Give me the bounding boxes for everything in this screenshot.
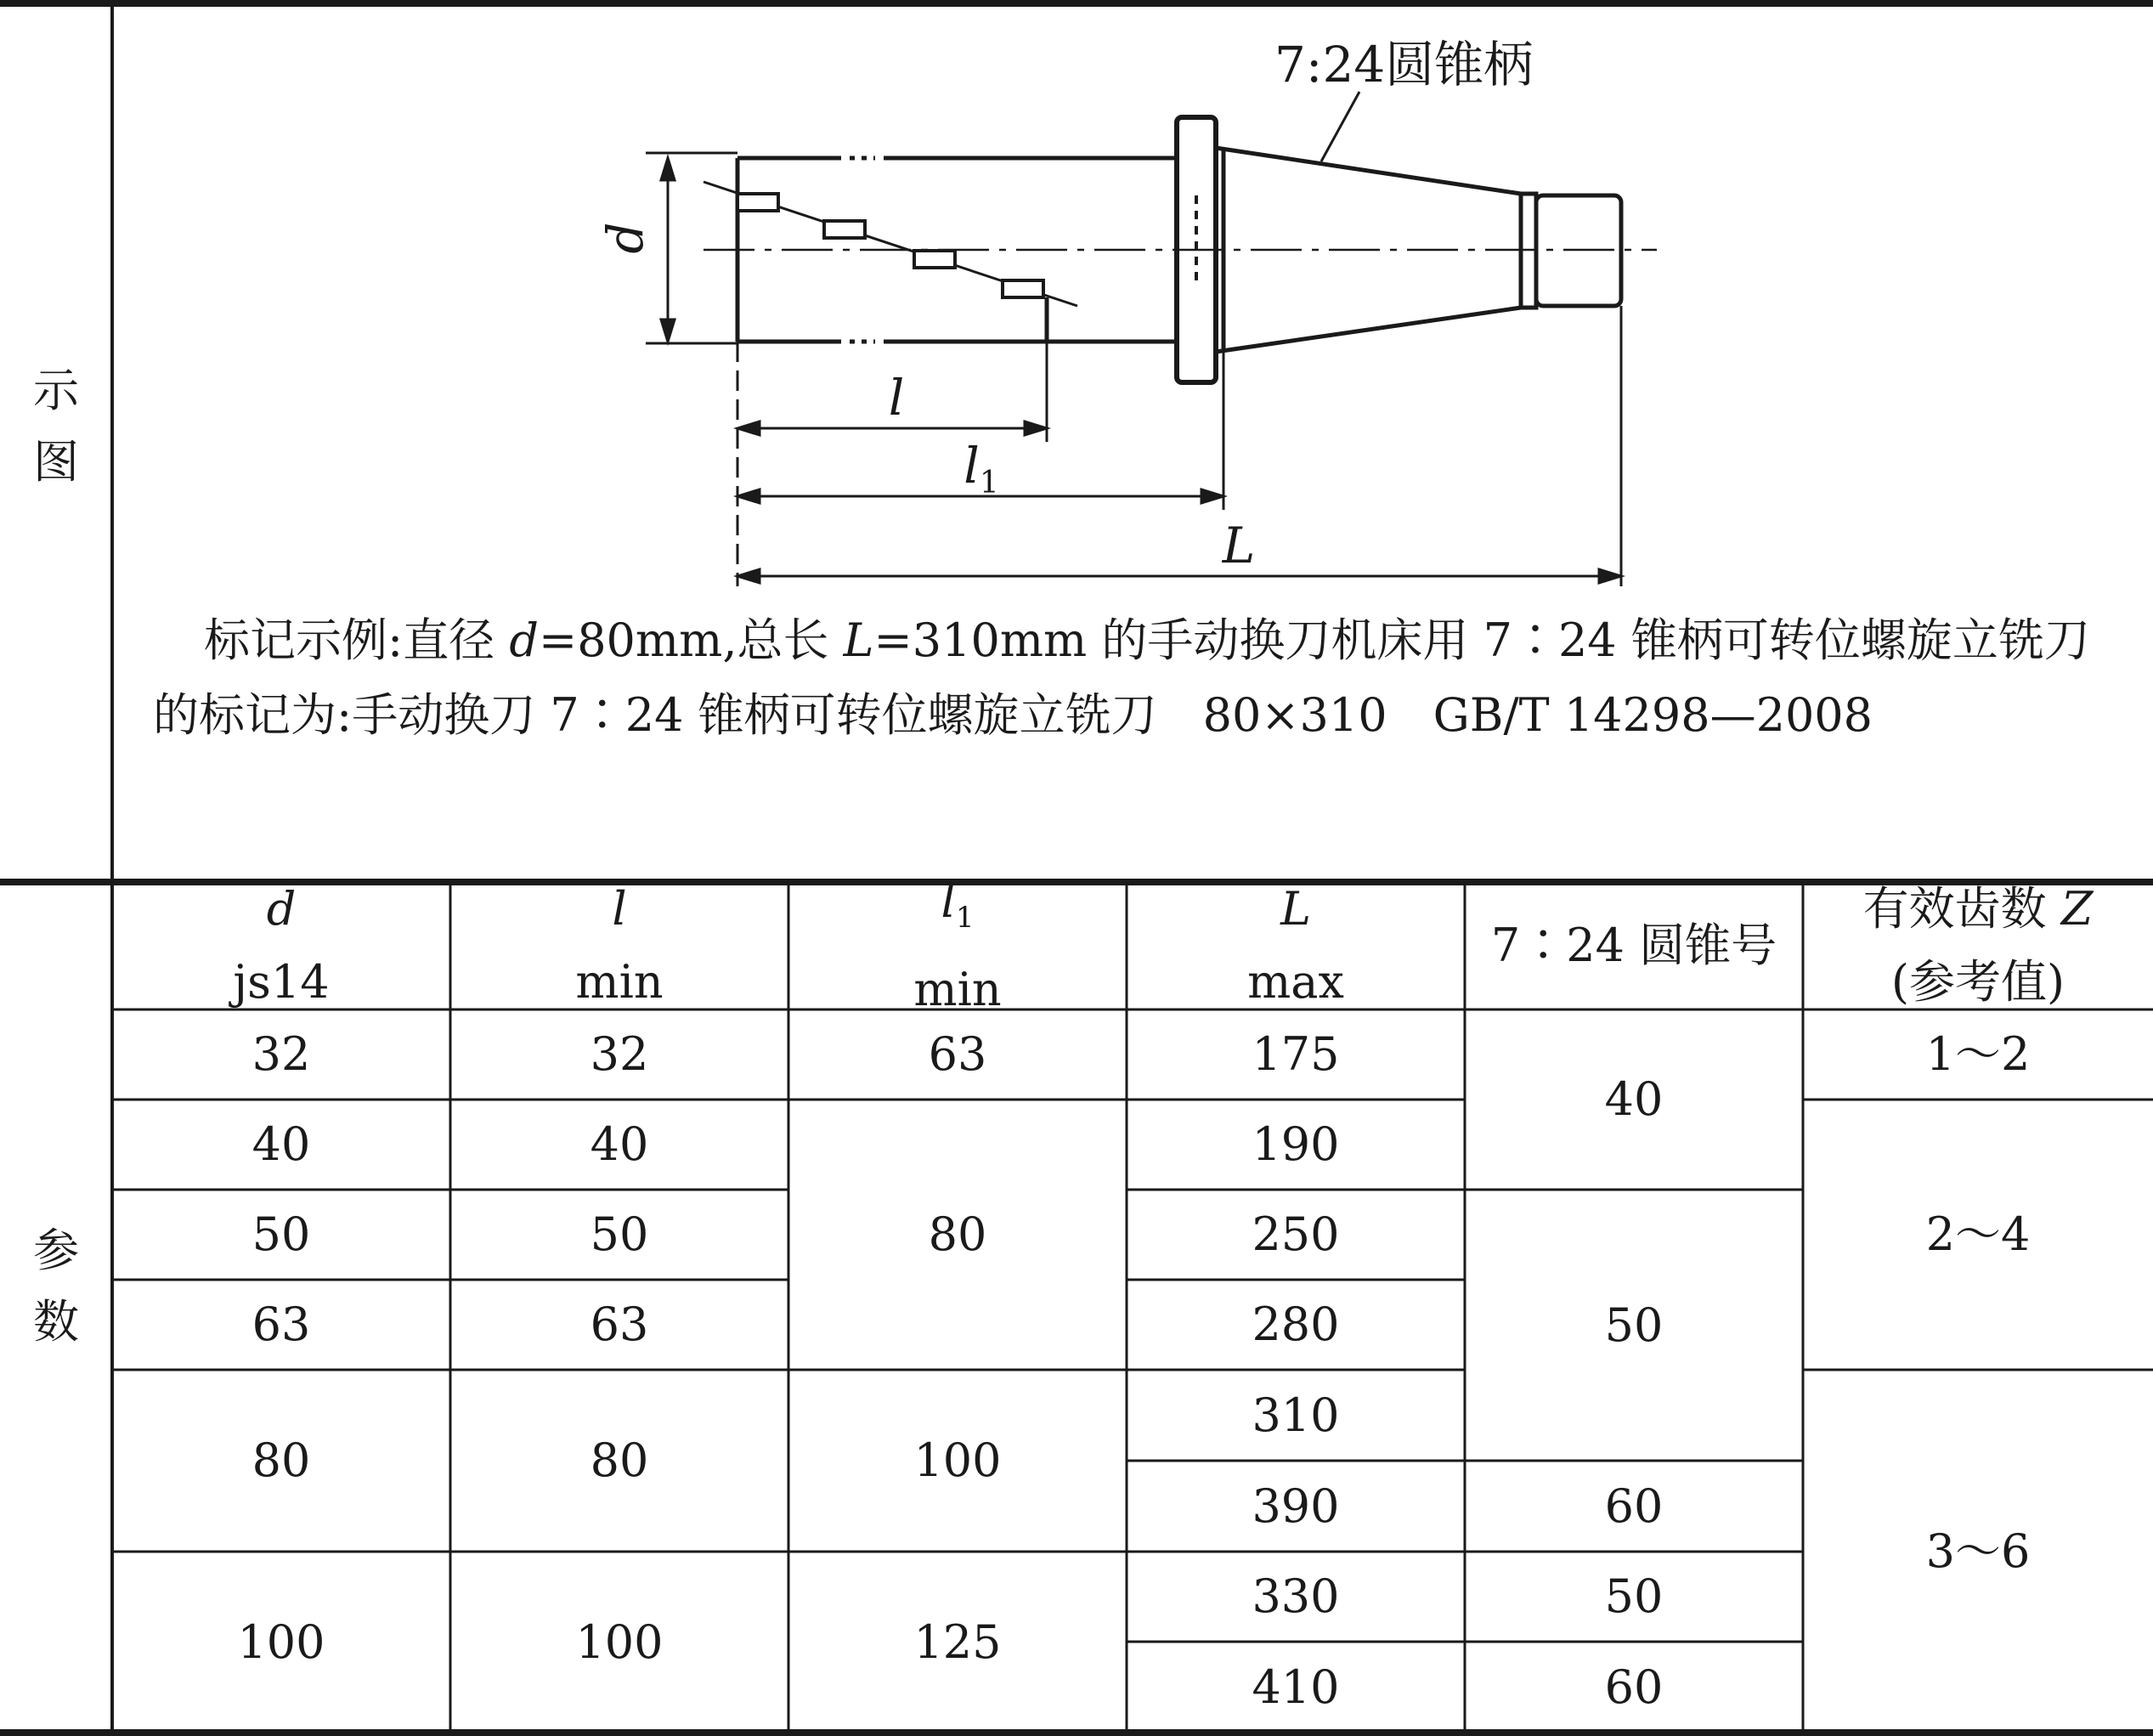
- dim-d-label: d: [596, 222, 654, 254]
- dimension-lines: [646, 92, 1621, 586]
- side-label-params: [0, 1215, 112, 1358]
- cell-l1-4: 125: [913, 1614, 1002, 1669]
- side-label-figure-text: 示图: [33, 364, 79, 489]
- dim-L-label: L: [1222, 517, 1256, 574]
- cell-l-6: 100: [575, 1614, 664, 1669]
- header-l1-min: min: [913, 963, 1002, 1017]
- cell-l-3: 50: [590, 1207, 649, 1261]
- dim-l-label: l: [888, 369, 905, 427]
- header-L-symbol: L: [1280, 882, 1311, 936]
- header-l1: [788, 874, 1127, 1017]
- cell-L-1: 175: [1252, 1027, 1340, 1081]
- cell-d-3: 50: [251, 1207, 311, 1261]
- cell-d-2: 40: [251, 1117, 311, 1171]
- note-rest: =310mm 的手动换刀机床用 7∶24 锥柄可转位螺旋立铣刀的标记为:手动换刀 7∶24 锥柄可转位螺旋立铣刀 80×310 GB/T 14298—2008: [153, 614, 2090, 742]
- cell-L-6: 390: [1252, 1479, 1340, 1533]
- marking-example-note: [153, 603, 2107, 753]
- header-d-symbol: d: [266, 882, 297, 936]
- header-taper-text: 7∶24 圆锥号: [1490, 919, 1777, 972]
- header-l1-sub: 1: [955, 900, 975, 935]
- cell-z-3: 3～6: [1925, 1524, 2031, 1578]
- cell-l-5: 80: [590, 1433, 649, 1487]
- cell-d-6: 100: [237, 1614, 325, 1669]
- cell-taper-1: 40: [1604, 1072, 1664, 1126]
- header-L-max: max: [1247, 955, 1344, 1009]
- side-label-params-text: 参数: [33, 1224, 79, 1349]
- note-L-var: L: [843, 614, 874, 667]
- cell-taper-4: 50: [1604, 1569, 1664, 1623]
- header-l1-symbol: [941, 865, 975, 954]
- header-z-line1: [1863, 873, 2094, 946]
- dim-l1-base: l: [963, 437, 980, 495]
- header-l: [450, 882, 788, 1009]
- cell-l1-1: 63: [928, 1027, 987, 1081]
- cell-d-5: 80: [251, 1433, 311, 1487]
- cell-L-8: 410: [1252, 1660, 1340, 1714]
- cell-L-3: 250: [1252, 1207, 1340, 1261]
- header-d-tolerance: js14: [233, 955, 330, 1009]
- taper-label: 7:24圆锥柄: [1274, 36, 1534, 93]
- dim-l1-label: [963, 437, 998, 500]
- cell-l-2: 40: [590, 1117, 649, 1171]
- cell-L-2: 190: [1252, 1117, 1340, 1171]
- cell-l1-2: 80: [928, 1207, 987, 1261]
- cell-l1-3: 100: [913, 1433, 1002, 1487]
- header-d: [112, 882, 450, 1009]
- cell-taper-5: 60: [1604, 1660, 1664, 1714]
- header-z-line2: (参考值): [1890, 955, 2065, 1009]
- header-taper-number: [1465, 882, 1803, 1009]
- note-d-val: =80mm,总长: [538, 614, 829, 667]
- header-teeth-count: [1803, 882, 2153, 1009]
- cell-l-1: 32: [590, 1027, 649, 1081]
- cell-L-4: 280: [1252, 1298, 1340, 1351]
- header-z-var: Z: [2060, 882, 2094, 936]
- header-L: [1127, 882, 1465, 1009]
- note-prefix: 标记示例:直径: [204, 614, 495, 667]
- cell-d-4: 63: [251, 1298, 311, 1351]
- cell-d-1: 32: [251, 1027, 311, 1081]
- dim-l1-sub: 1: [979, 466, 999, 500]
- cell-taper-2: 50: [1604, 1298, 1664, 1352]
- cell-L-5: 310: [1252, 1388, 1340, 1442]
- cell-L-7: 330: [1252, 1569, 1340, 1623]
- header-l-symbol: l: [612, 882, 627, 936]
- header-l1-base: l: [941, 874, 956, 928]
- header-z-text: 有效齿数: [1862, 882, 2047, 936]
- cell-z-1: 1～2: [1925, 1027, 2031, 1081]
- cell-z-2: 2～4: [1925, 1207, 2031, 1261]
- header-l-min: min: [575, 955, 664, 1009]
- note-d-var: d: [509, 614, 539, 667]
- cell-taper-3: 60: [1604, 1479, 1664, 1533]
- cell-l-4: 63: [590, 1298, 649, 1351]
- milling-cutter-drawing: [596, 36, 1657, 586]
- side-label-figure: [0, 355, 112, 498]
